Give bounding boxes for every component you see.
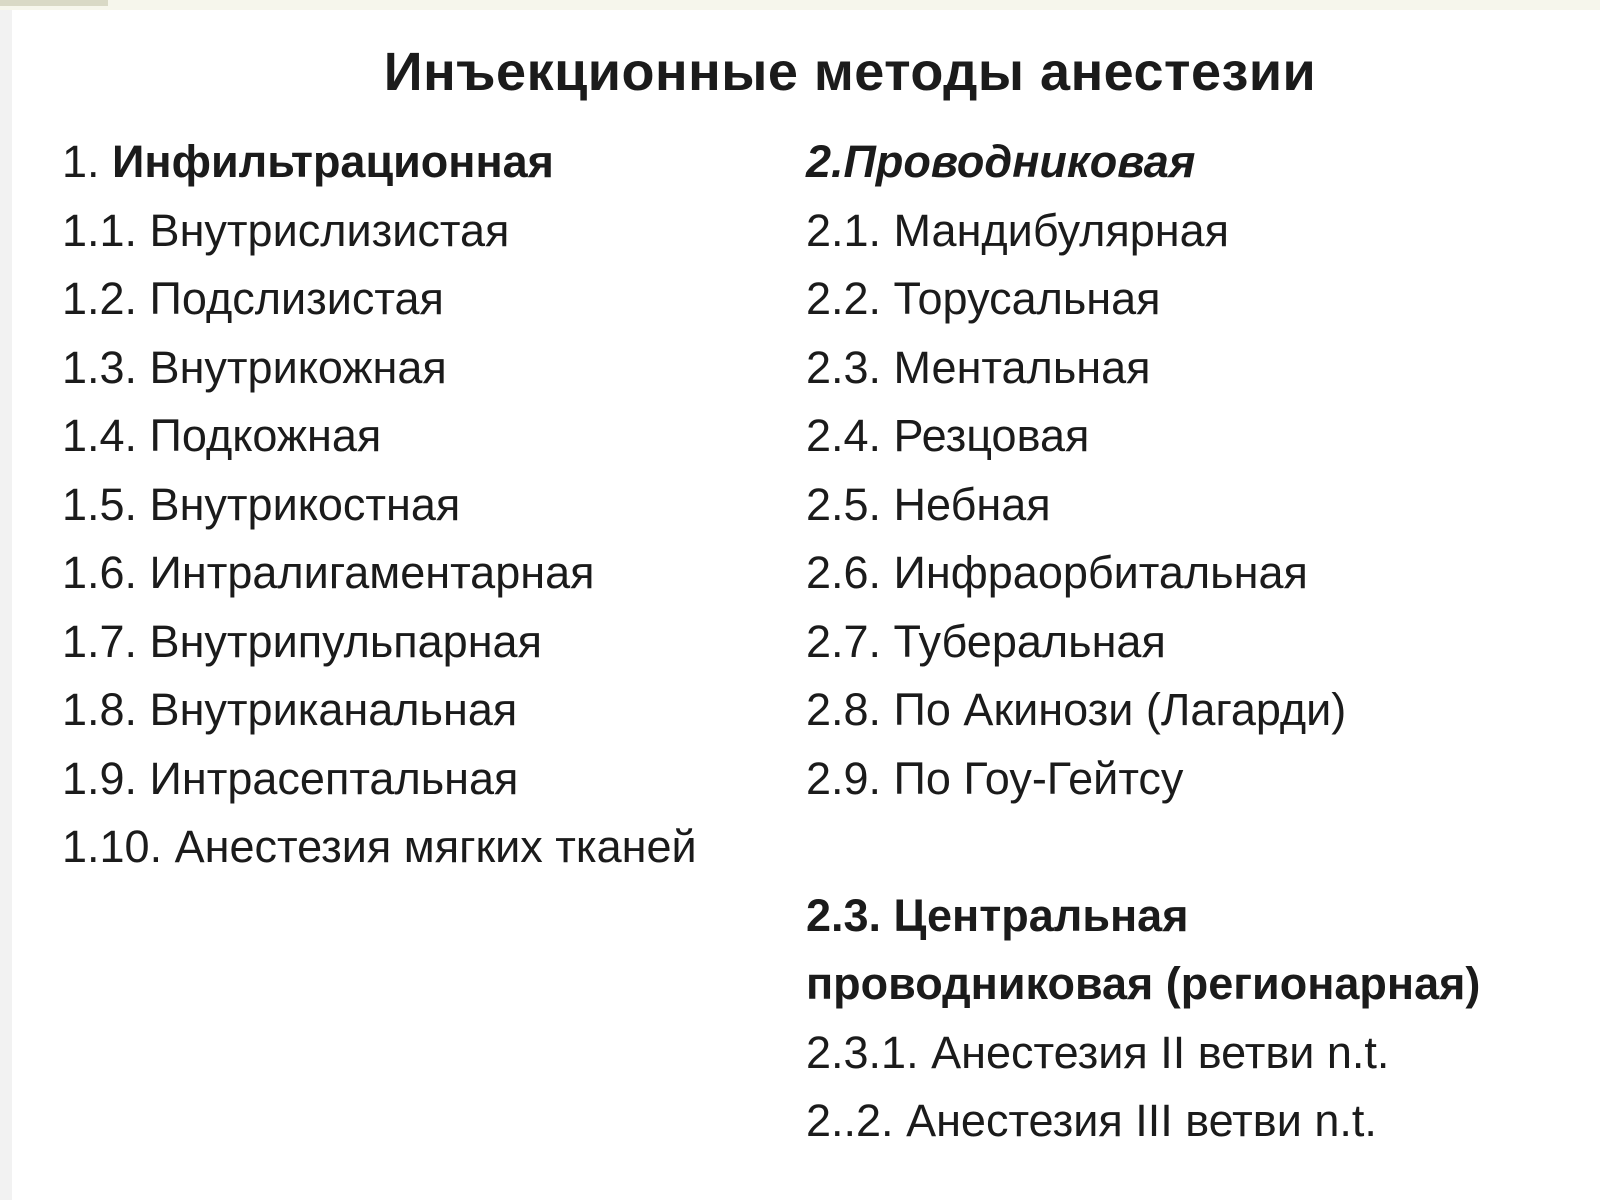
list-item: 2.4. Резцовая [806,410,1090,461]
list-item: 1.9. Интрасептальная [62,752,519,804]
left-edge-strip [0,10,12,1200]
right-column-heading: 2.Проводниковая [806,136,1196,187]
list-spacer [806,813,1480,882]
central-heading-line-1: 2.3. Центральная [806,889,1189,941]
list-item: 1.1. Внутрислизистая [62,204,510,256]
top-edge-tab [0,0,108,6]
list-item: 2.3. Ментальная [806,341,1151,393]
right-column-list [806,128,1480,1156]
list-item: 1.10. Анестезия мягких тканей [62,821,697,872]
list-item: 1.3. Внутрикожная [62,341,447,393]
list-item: 1.7. Внутрипульпарная [62,615,542,667]
slide-title: Инъекционные методы анестезии [383,42,1317,102]
list-item: 1.8. Внутриканальная [62,684,518,735]
list-item: 2.1. Мандибулярная [806,204,1230,256]
list-item: 2.2. Торусальная [806,273,1161,324]
list-item: 1.4. Подкожная [62,410,382,461]
left-column-heading [62,128,697,197]
top-edge-strip [0,0,1600,10]
list-item: 2.9. По Гоу-Гейтсу [806,752,1184,804]
list-item: 2.8. По Акинози (Лагарди) [806,684,1347,735]
list-item: 2.7. Туберальная [806,615,1166,667]
left-heading-text: Инфильтрационная [112,136,554,187]
list-item: 2.5. Небная [806,478,1051,530]
list-item: 2.6. Инфраорбитальная [806,547,1308,598]
central-heading-line-2: проводниковая (регионарная) [806,958,1481,1009]
left-heading-number: 1. [62,136,100,187]
left-column-list [62,128,697,882]
list-item: 2.3.1. Анестезия II ветви n.t. [806,1026,1390,1078]
list-item: 1.2. Подслизистая [62,273,444,324]
list-item: 1.5. Внутрикостная [62,478,461,530]
list-item: 1.6. Интралигаментарная [62,547,595,598]
list-item: 2..2. Анестезия III ветви n.t. [806,1095,1377,1146]
